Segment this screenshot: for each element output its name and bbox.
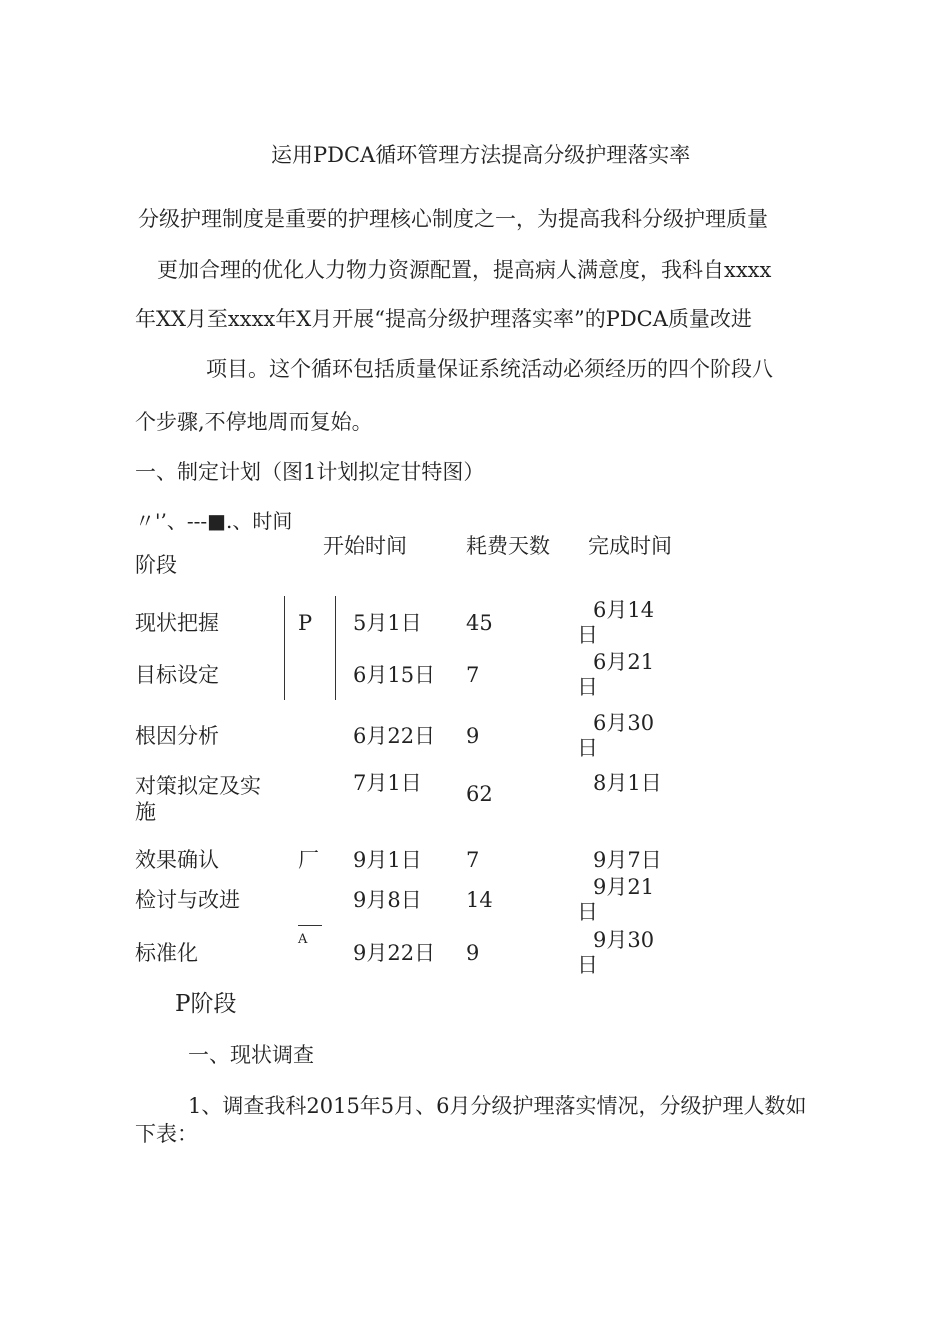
gantt-header-start: 开始时间 [323, 534, 407, 558]
gantt-header-days: 耗费天数 [466, 534, 550, 558]
gantt-row-6-days: 14 [466, 888, 493, 912]
intro-line-4: 项目。这个循环包括质量保证系统活动必须经历的四个阶段八 [206, 357, 773, 381]
gantt-garbled-header: 〃'’、---■.、时间 [135, 509, 293, 533]
gantt-row-6-finish: 9月21日 [577, 875, 655, 924]
gantt-phase-a-rule [298, 925, 322, 926]
gantt-row-4-finish: 8月1日 [593, 771, 662, 795]
section-heading-plan: 一、制定计划（图1计划拟定甘特图） [135, 460, 485, 484]
document-title: 运用PDCA循环管理方法提高分级护理落实率 [271, 143, 691, 167]
gantt-row-7-days: 9 [466, 941, 480, 965]
intro-line-1: 分级护理制度是重要的护理核心制度之一，为提高我科分级护理质量 [138, 207, 768, 231]
gantt-row-7-stage: 标准化 [135, 941, 198, 965]
gantt-header-stage: 阶段 [135, 553, 177, 577]
subheading-status-survey: 一、现状调查 [188, 1043, 314, 1067]
gantt-row-3-days: 9 [466, 724, 480, 748]
gantt-header-finish: 完成时间 [588, 534, 672, 558]
gantt-row-2-days: 7 [466, 663, 480, 687]
gantt-row-1-finish: 6月14日 [577, 598, 655, 647]
gantt-row-3-start: 6月22日 [353, 724, 436, 748]
gantt-row-7-start: 9月22日 [353, 941, 436, 965]
gantt-row-4-days: 62 [466, 782, 493, 806]
gantt-row-6-start: 9月8日 [353, 888, 422, 912]
paragraph-line-1: 1、调查我科2015年5月、6月分级护理落实情况，分级护理人数如 [188, 1094, 807, 1118]
gantt-row-2-finish: 6月21日 [577, 650, 655, 699]
gantt-phase-a: A [298, 932, 308, 947]
gantt-row-5-days: 7 [466, 848, 480, 872]
intro-line-3: 年XX月至xxxx年X月开展“提高分级护理落实率”的PDCA质量改进 [135, 307, 752, 331]
gantt-divider-left [284, 596, 285, 700]
gantt-row-4-stage: 对策拟定及实施 [135, 774, 261, 824]
gantt-row-2-stage: 目标设定 [135, 663, 219, 687]
gantt-row-5-start: 9月1日 [353, 848, 422, 872]
gantt-phase-p: P [298, 611, 313, 635]
gantt-row-1-stage: 现状把握 [135, 611, 219, 635]
gantt-row-6-stage: 检讨与改进 [135, 888, 240, 912]
gantt-row-7-finish: 9月30日 [577, 928, 655, 977]
gantt-row-5-finish: 9月7日 [593, 848, 662, 872]
p-stage-heading: P阶段 [175, 991, 237, 1017]
gantt-phase-d: 厂 [298, 848, 319, 872]
intro-line-2: 更加合理的优化人力物力资源配置，提高病人满意度，我科自xxxx [157, 258, 772, 282]
gantt-divider-right [335, 596, 336, 700]
gantt-row-4-start: 7月1日 [353, 771, 422, 795]
gantt-row-1-days: 45 [466, 611, 493, 635]
intro-line-5: 个步骤,不停地周而复始。 [135, 410, 373, 434]
gantt-row-5-stage: 效果确认 [135, 848, 219, 872]
gantt-row-3-stage: 根因分析 [135, 724, 219, 748]
gantt-row-2-start: 6月15日 [353, 663, 436, 687]
gantt-row-1-start: 5月1日 [353, 611, 422, 635]
paragraph-line-2: 下表： [135, 1122, 198, 1146]
gantt-row-3-finish: 6月30日 [577, 711, 655, 760]
